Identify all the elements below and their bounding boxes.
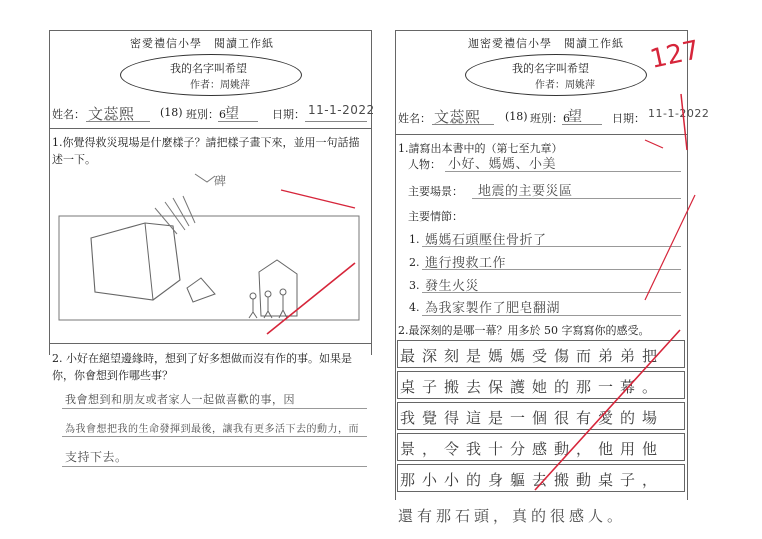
characters-label: 人物： [408,158,441,171]
plot-item: 為我家製作了肥皂翻湖 [425,301,561,316]
class-label: 班別：6 [186,108,226,121]
q1-text: 1.你覺得救災現場是什麼樣子？請把樣子畫下來，並用一句話描述一下。 [52,136,360,166]
grid-row: 桌子搬去保護她的那一幕。 [397,371,685,399]
plot-item: 進行搜救工作 [425,256,507,271]
date-label-right: 日期： [612,112,645,125]
book-title: 我的名字叫希望 [170,62,247,75]
class-number-right: (18) [505,110,528,123]
plot-label: 主要情節： [408,210,463,223]
characters-value: 小好、媽媽、小美 [448,157,557,172]
drawing-label: 碑 [214,174,227,188]
class-value-right: 望 [568,109,583,125]
grid-row: 我覺得這是一個很有愛的場 [397,402,685,430]
setting-label: 主要場景： [408,185,463,198]
a2-line-2: 為我會想把我的生命發揮到最後，讓我有更多活下去的動力，而 [65,424,359,435]
plot-number: 2. [409,256,420,269]
author-right: 作者：周姚萍 [535,80,595,91]
name-value-right: 文蕊熙 [434,108,481,126]
school-header-right: 迦密愛禮信小學 閱讀工作紙 [468,37,624,50]
name-label-right: 姓名： [398,112,431,125]
class-number: (18) [160,106,183,119]
date-value: 11-1-2022 [308,103,375,117]
plot-number: 1. [409,233,420,246]
name-label: 姓名： [52,108,85,121]
plot-item: 媽媽石頭壓住骨折了 [425,233,547,248]
class-label-right: 班別：6 [530,112,570,125]
a2-line-1: 我會想到和朋友或者家人一起做喜歡的事，因 [65,393,295,406]
plot-item: 發生火災 [425,279,480,294]
name-value: 文蕊熙 [88,105,135,123]
extra-line: 還有那石頭，真的很感人。 [398,507,627,525]
setting-value: 地震的主要災區 [478,184,573,199]
q2-text-right: 2.最深刻的是哪一幕？用多於 50 字寫寫你的感受。 [398,324,650,337]
disaster-drawing [55,168,370,338]
date-label: 日期： [272,108,305,121]
plot-number: 4. [409,301,420,314]
teacher-red-strokes [395,30,762,510]
author: 作者：周姚萍 [190,80,250,91]
q2-text: 2. 小好在絕望邊緣時，想到了好多想做而沒有作的事。如果是你，你會想到作哪些事？ [52,352,352,382]
grid-row: 景，令我十分感動，他用他 [397,433,685,461]
class-value: 望 [225,106,240,122]
plot-number: 3. [409,279,420,292]
date-value-right: 11-1-2022 [648,107,710,120]
teacher-mark: 127 [647,35,703,75]
a2-line-3: 支持下去。 [65,450,128,464]
grid-row: 那小小的身軀去搬動桌子， [397,464,685,492]
book-title-right: 我的名字叫希望 [512,62,589,75]
school-header: 密愛禮信小學 閱讀工作紙 [130,37,274,50]
grid-row: 最深刻是媽媽受傷而弟弟把 [397,340,685,368]
q1-text-right: 1.請寫出本書中的（第七至九章） [398,142,563,155]
